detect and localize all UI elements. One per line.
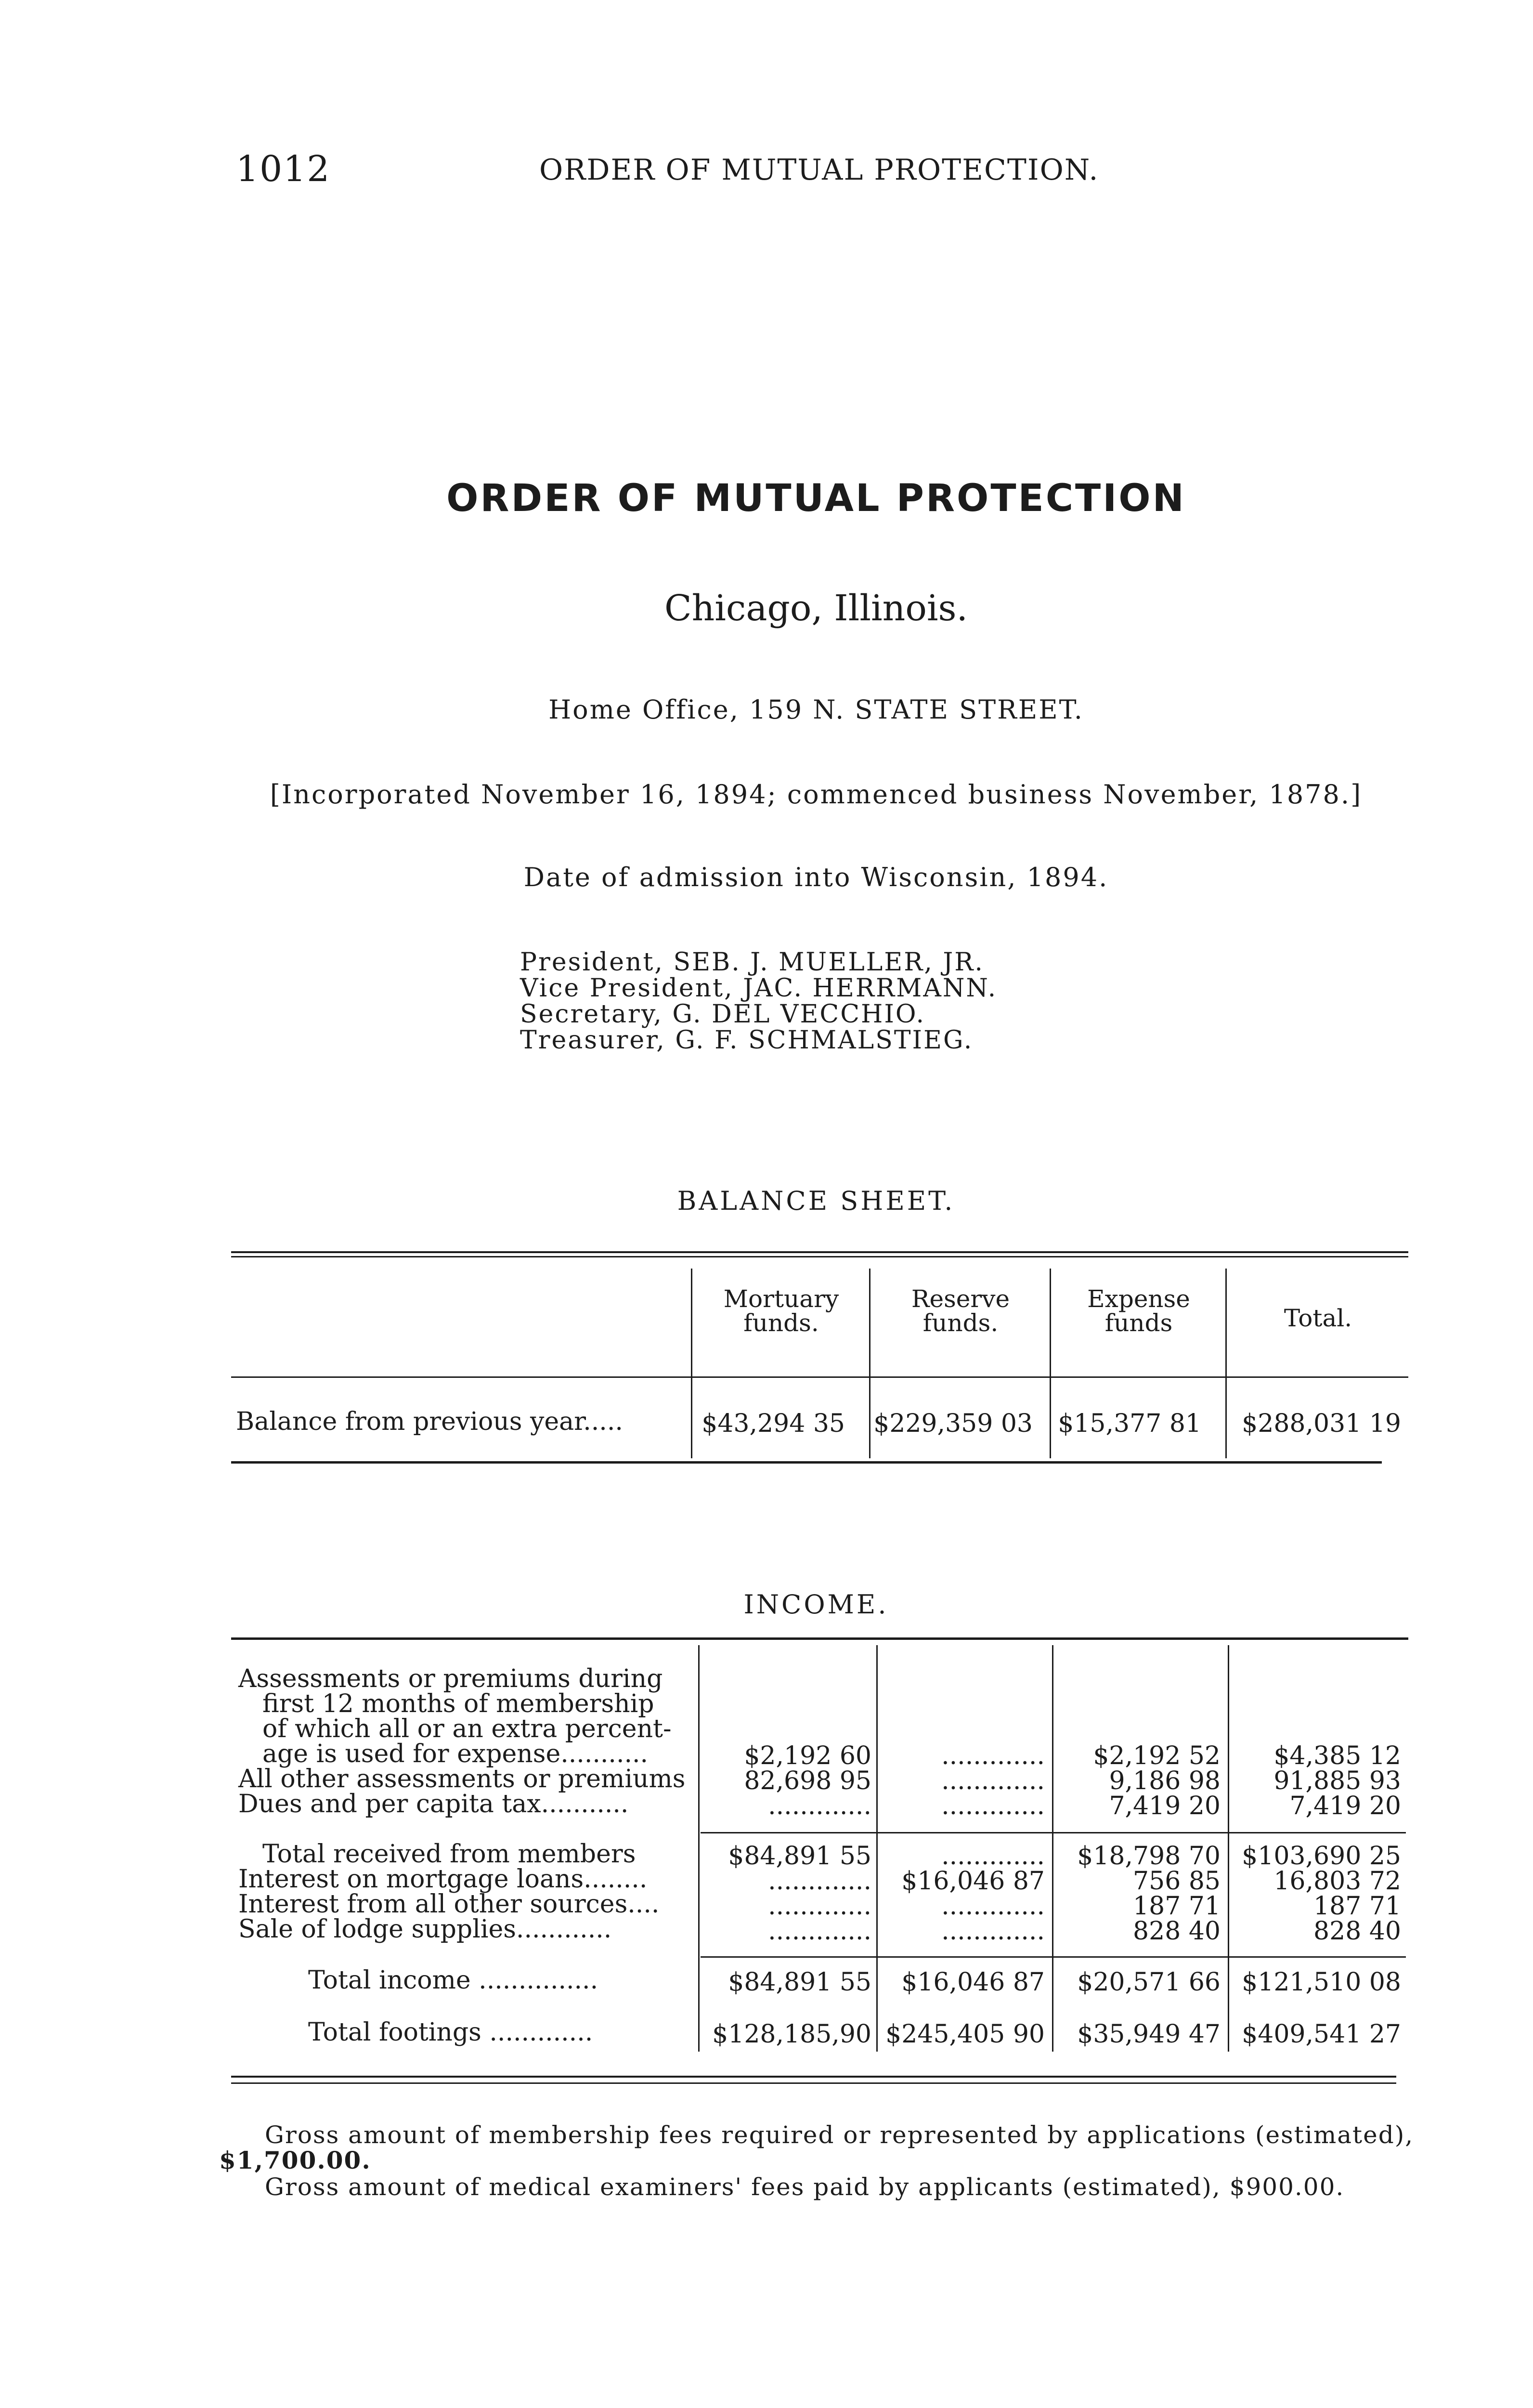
- incorporation-note: [Incorporated November 16, 1894; commenced business November, 1878.]: [270, 779, 1363, 810]
- column-header-expense: Expense funds: [1087, 1285, 1190, 1337]
- income-reserve: $245,405 90: [885, 2020, 1045, 2049]
- income-mortuary: .............: [768, 1917, 871, 1946]
- income-mortuary: $128,185,90: [712, 2020, 871, 2049]
- company-title: ORDER OF MUTUAL PROTECTION: [446, 477, 1186, 520]
- balance-row-label: Balance from previous year.....: [236, 1407, 623, 1436]
- income-row-label: Sale of lodge supplies............: [238, 1915, 612, 1944]
- income-reserve: .............: [941, 1792, 1045, 1820]
- income-reserve: $16,046 87: [901, 1867, 1045, 1896]
- income-total: 828 40: [1313, 1917, 1401, 1946]
- column-divider: [698, 1645, 700, 2052]
- column-divider: [1228, 1645, 1229, 2052]
- officer-secretary: Secretary, G. DEL VECCHIO.: [520, 1000, 925, 1029]
- column-header-reserve: Reserve funds.: [911, 1285, 1010, 1337]
- table-rule: [231, 1461, 1382, 1464]
- table-rule: [231, 1256, 1408, 1257]
- running-head: ORDER OF MUTUAL PROTECTION.: [539, 153, 1099, 187]
- column-divider: [869, 1269, 870, 1458]
- membership-fees-amount: $1,700.00.: [219, 2146, 371, 2174]
- officer-president: President, SEB. J. MUELLER, JR.: [520, 948, 984, 977]
- table-rule: [231, 1251, 1408, 1253]
- subtotal-rule: [701, 1832, 1406, 1833]
- income-mortuary: .............: [768, 1892, 871, 1921]
- income-row-label: All other assessments or premiums: [238, 1765, 686, 1793]
- column-divider: [876, 1645, 878, 2052]
- income-mortuary: $84,891 55: [728, 1842, 871, 1871]
- examiners-fees-note: Gross amount of medical examiners' fees paid by applicants (estimated), $900.00.: [265, 2173, 1345, 2201]
- income-reserve: .............: [941, 1842, 1045, 1871]
- income-row-label: Dues and per capita tax...........: [238, 1790, 629, 1819]
- income-total: $121,510 08: [1242, 1968, 1401, 1997]
- income-total: 16,803 72: [1273, 1867, 1401, 1896]
- income-row-label: Assessments or premiums during first 12 months of membership of which all or an extra percent- age is used for expense...........: [238, 1664, 672, 1768]
- column-divider: [1052, 1645, 1053, 2052]
- income-reserve: .............: [941, 1741, 1045, 1770]
- income-total: 91,885 93: [1273, 1767, 1401, 1795]
- income-mortuary: .............: [768, 1792, 871, 1820]
- balance-total: $288,031 19: [1242, 1409, 1401, 1438]
- income-total: 7,419 20: [1289, 1792, 1401, 1820]
- income-total: $4,385 12: [1273, 1741, 1401, 1770]
- column-header-total: Total.: [1284, 1304, 1352, 1332]
- column-divider: [691, 1269, 692, 1458]
- officer-treasurer: Treasurer, G. F. SCHMALSTIEG.: [520, 1026, 974, 1055]
- column-divider: [1050, 1269, 1051, 1458]
- income-total: $409,541 27: [1242, 2020, 1401, 2049]
- balance-sheet-heading: BALANCE SHEET.: [677, 1186, 955, 1216]
- home-office: Home Office, 159 N. STATE STREET.: [548, 694, 1084, 725]
- income-expense: $2,192 52: [1093, 1741, 1221, 1770]
- admission-date: Date of admission into Wisconsin, 1894.: [523, 862, 1109, 892]
- income-reserve: .............: [941, 1917, 1045, 1946]
- income-expense: 187 71: [1133, 1892, 1221, 1921]
- income-heading: INCOME.: [743, 1589, 889, 1620]
- income-reserve: .............: [941, 1767, 1045, 1795]
- balance-mortuary: $43,294 35: [702, 1409, 845, 1438]
- income-row-label: Interest from all other sources....: [238, 1890, 660, 1919]
- membership-fees-note: Gross amount of membership fees required or represented by applications (estimated),: [265, 2121, 1414, 2149]
- income-row-label: Interest on mortgage loans........: [238, 1865, 648, 1894]
- table-rule: [231, 2082, 1396, 2084]
- income-row-label: Total received from members: [262, 1840, 636, 1869]
- income-expense: $35,949 47: [1077, 2020, 1221, 2049]
- income-mortuary: 82,698 95: [744, 1767, 871, 1795]
- income-row-label: Total footings .............: [308, 2018, 593, 2047]
- table-rule: [231, 2076, 1396, 2078]
- column-header-mortuary: Mortuary funds.: [723, 1285, 839, 1337]
- table-rule: [231, 1376, 1408, 1378]
- officer-vice-president: Vice President, JAC. HERRMANN.: [520, 974, 998, 1003]
- income-expense: 756 85: [1133, 1867, 1221, 1896]
- income-reserve: $16,046 87: [901, 1968, 1045, 1997]
- income-mortuary: .............: [768, 1867, 871, 1896]
- income-reserve: .............: [941, 1892, 1045, 1921]
- income-expense: 9,186 98: [1109, 1767, 1221, 1795]
- income-total: $103,690 25: [1242, 1842, 1401, 1871]
- income-expense: 828 40: [1133, 1917, 1221, 1946]
- income-row-label: Total income ...............: [308, 1966, 598, 1995]
- income-expense: $18,798 70: [1077, 1842, 1221, 1871]
- balance-reserve: $229,359 03: [873, 1409, 1033, 1438]
- table-rule: [231, 1637, 1408, 1640]
- company-location: Chicago, Illinois.: [664, 588, 968, 629]
- page-number: 1012: [236, 148, 331, 190]
- column-divider: [1225, 1269, 1227, 1458]
- subtotal-rule: [701, 1956, 1406, 1958]
- income-mortuary: $84,891 55: [728, 1968, 871, 1997]
- income-total: 187 71: [1313, 1892, 1401, 1921]
- balance-expense: $15,377 81: [1058, 1409, 1201, 1438]
- income-expense: $20,571 66: [1077, 1968, 1221, 1997]
- income-mortuary: $2,192 60: [744, 1741, 871, 1770]
- income-expense: 7,419 20: [1109, 1792, 1221, 1820]
